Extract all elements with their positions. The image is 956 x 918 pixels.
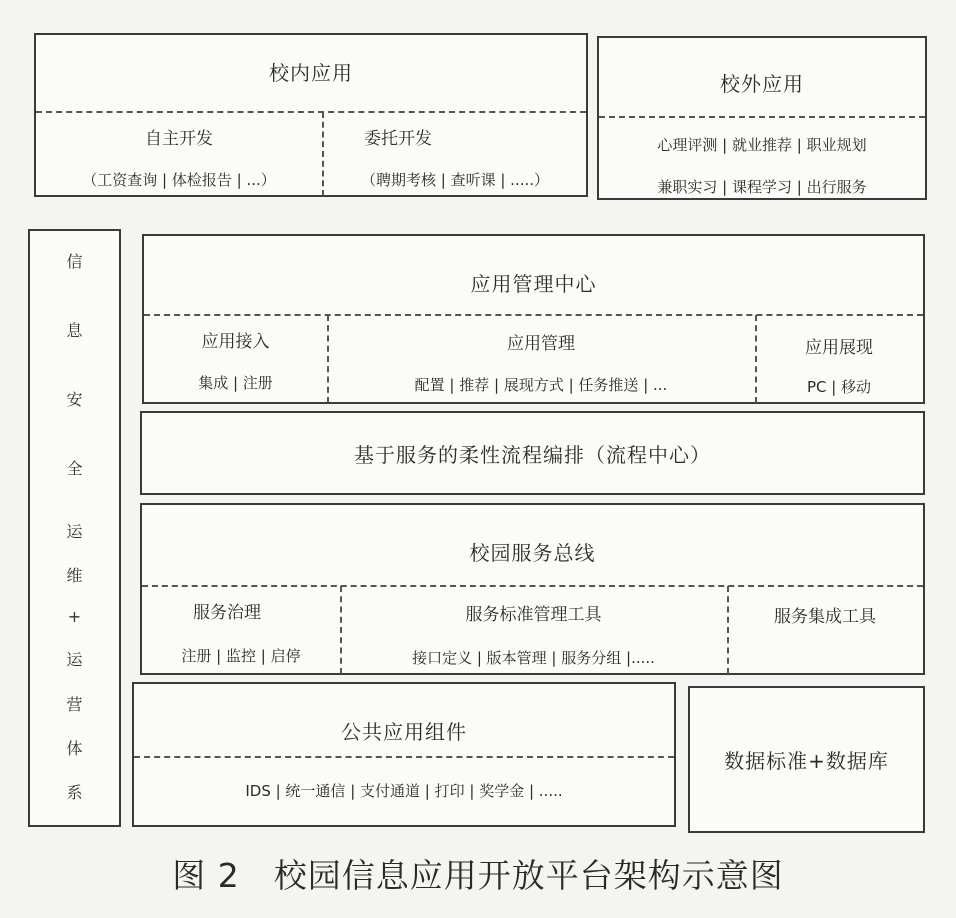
side-char: 全 [66,459,83,478]
external-apps-row2: 兼职实习 | 课程学习 | 出行服务 [657,177,867,196]
app-display-items: PC | 移动 [806,377,872,396]
external-apps-box [597,36,927,200]
app-mgmt-title: 应用管理 [507,333,575,354]
side-char: 运 [66,522,83,541]
data-standards-db-box: 数据标准+数据库 [688,686,925,833]
campus-apps-title: 校内应用 [269,60,353,85]
side-char: 体 [66,738,83,758]
app-mgmt-items: 配置 | 推荐 | 展现方式 | 任务推送 | ... [414,375,668,394]
service-standards-items: 接口定义 | 版本管理 | 服务分组 |..... [412,648,655,667]
self-dev-items: （工资查询 | 体检报告 | ...） [82,170,276,189]
security-ops-panel [28,229,121,827]
public-components-items: IDS | 统一通信 | 支付通道 | 打印 | 奖学金 | ..... [245,781,563,800]
process-center-box: 基于服务的柔性流程编排（流程中心） [140,411,925,495]
campus-apps-divider [36,111,586,113]
app-access-items: 集成 | 注册 [198,373,273,392]
service-bus-box [140,503,925,675]
app-display-title: 应用展现 [805,337,873,358]
service-governance-items: 注册 | 监控 | 启停 [181,646,301,665]
external-apps-title: 校外应用 [720,71,804,96]
entrusted-dev-title: 委托开发 [364,128,432,149]
external-apps-row1: 心理评测 | 就业推荐 | 职业规划 [657,135,867,154]
figure-number: 图 2 [172,855,240,895]
side-char: 息 [66,321,83,340]
figure-caption [0,848,956,898]
security-label [30,249,119,479]
service-integration-title: 服务集成工具 [774,606,876,627]
public-components-box [132,682,676,827]
entrusted-dev-items: （聘期考核 | 查听课 | .....） [360,170,550,189]
external-apps-divider [599,116,925,118]
self-dev-title: 自主开发 [145,128,213,149]
app-mgmt-center-title: 应用管理中心 [470,271,597,296]
figure-title: 校园信息应用开放平台架构示意图 [273,855,784,895]
side-char: 系 [66,782,83,802]
side-char: 维 [66,566,83,586]
app-access-title: 应用接入 [201,331,270,352]
side-char: 运 [66,650,83,670]
ops-label [30,519,119,803]
app-mgmt-center-box [142,234,925,404]
service-bus-title: 校园服务总线 [469,540,596,565]
campus-apps-box [34,33,588,197]
service-bus-vdivider-2 [727,586,729,674]
service-governance-title: 服务治理 [193,602,261,623]
service-bus-divider [142,585,923,587]
public-components-divider [134,756,674,758]
service-standards-title: 服务标准管理工具 [465,604,602,625]
public-components-title: 公共应用组件 [341,719,467,744]
side-char: 信 [66,252,83,271]
side-char: 营 [66,694,83,714]
side-char: 安 [66,390,83,409]
app-mgmt-divider [144,314,923,316]
side-char: + [67,607,82,627]
